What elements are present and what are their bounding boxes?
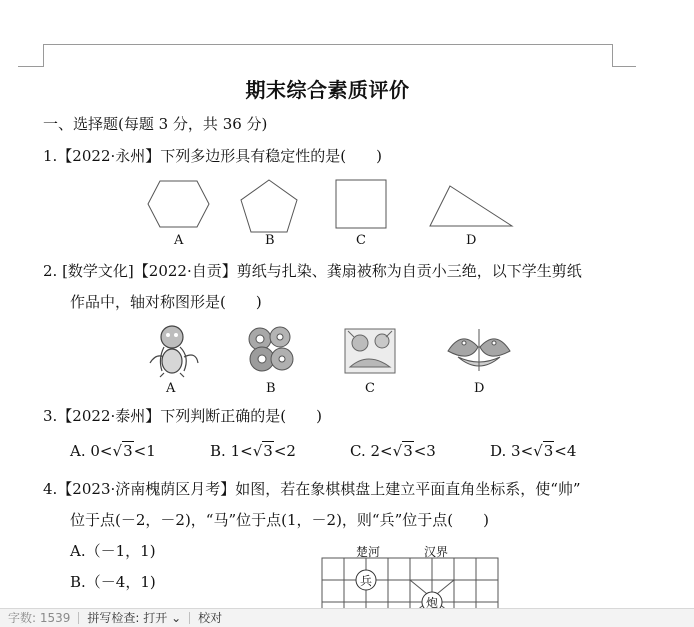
- papercut-monkey-image: [150, 326, 198, 377]
- sqrt-symbol: √3: [112, 442, 133, 460]
- q3-option-a: A. 0<√3<1: [70, 442, 156, 460]
- q1-label-a: A: [174, 233, 184, 248]
- board-label-han-jie: 汉界: [424, 545, 449, 559]
- papercut-fish-image: [448, 329, 510, 371]
- question-2-line-1: 2. [数学文化]【2022·自贡】剪纸与扎染、龚扇被称为自贡小三绝，以下学生剪纸: [43, 262, 582, 280]
- piece-pao-label: 炮: [426, 596, 439, 608]
- q4-option-a: A.（－1，1): [70, 542, 156, 560]
- status-bar: [0, 608, 694, 627]
- q1-label-c: C: [356, 233, 366, 248]
- question-2-line-2: 作品中，轴对称图形是( ): [70, 293, 262, 311]
- document-title: 期末综合素质评价: [245, 78, 410, 102]
- spell-check-toggle[interactable]: 拼写检查: 打开 ⌄: [87, 611, 182, 625]
- triangle-shape: [430, 186, 512, 226]
- piece-bing-label: 兵: [360, 574, 373, 588]
- margin-guide-right-tick: [612, 66, 636, 67]
- papercut-flower-image: [249, 327, 293, 371]
- q2-label-d: D: [474, 381, 485, 396]
- q3-option-c: C. 2<√3<3: [350, 442, 436, 460]
- q1-label-d: D: [466, 233, 477, 248]
- question-2-papercut-figures: [0, 323, 694, 379]
- question-1-text: 1.【2022·永州】下列多边形具有稳定性的是( ): [43, 147, 382, 165]
- question-3-text: 3.【2022·泰州】下列判断正确的是( ): [43, 407, 322, 425]
- sqrt-symbol: √3: [533, 442, 554, 460]
- proofread-button[interactable]: 校对: [198, 611, 223, 625]
- question-1-figures: [0, 176, 694, 246]
- sqrt-symbol: √3: [392, 442, 413, 460]
- q2-label-a: A: [166, 381, 176, 396]
- margin-guide-top: [43, 44, 613, 45]
- chevron-down-icon: ⌄: [171, 611, 182, 625]
- margin-guide-left: [43, 44, 44, 66]
- section-heading: 一、选择题(每题 3 分，共 36 分): [43, 115, 268, 133]
- q3-option-d: D. 3<√3<4: [490, 442, 577, 460]
- board-label-chu-he: 楚河: [356, 545, 381, 559]
- hexagon-shape: [148, 181, 209, 227]
- question-4-line-2: 位于点(－2，－2)，“马”位于点(1，－2)，则“兵”位于点( ): [70, 511, 489, 529]
- margin-guide-right: [612, 44, 613, 66]
- sqrt-symbol: √3: [252, 442, 273, 460]
- q2-label-c: C: [365, 381, 375, 396]
- papercut-cat-image: [345, 329, 395, 373]
- word-count: 字数: 1539: [8, 611, 71, 625]
- square-shape: [336, 180, 386, 228]
- q3-option-b: B. 1<√3<2: [210, 442, 296, 460]
- q2-label-b: B: [266, 381, 276, 396]
- question-4-line-1: 4.【2023·济南槐荫区月考】如图，若在象棋棋盘上建立平面直角坐标系，使“帅”: [43, 480, 581, 498]
- chessboard-figure: [0, 556, 694, 608]
- q1-label-b: B: [265, 233, 275, 248]
- pentagon-shape: [241, 180, 297, 232]
- margin-guide-left-tick: [18, 66, 44, 67]
- q4-option-b: B.（－4，1): [70, 573, 156, 591]
